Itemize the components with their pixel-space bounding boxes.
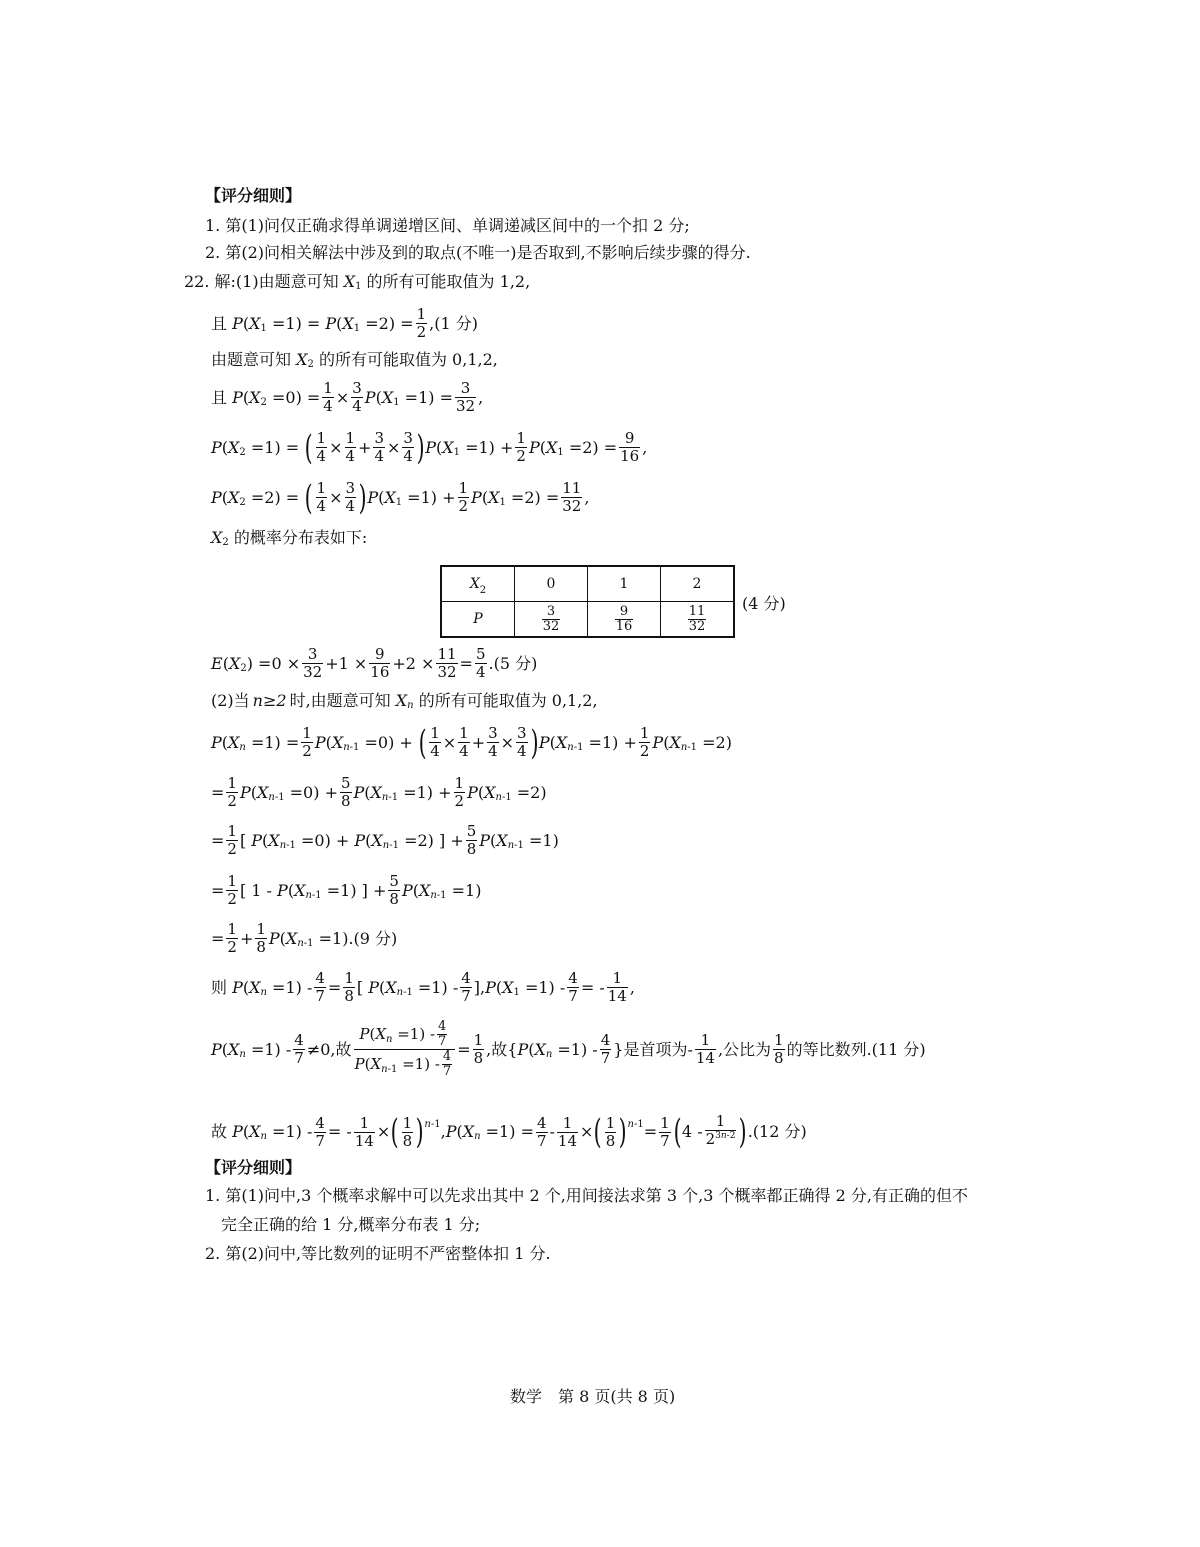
equation-line: = 1 2 [ P ( X n-1 =0) + P ( X n-1 =2) ] + 5 8 P ( X n-1 =1) (211, 822, 559, 858)
rubric-item: 2. 第(2)问相关解法中涉及到的取点(不唯一)是否取到,不影响后续步骤的得分. (205, 243, 751, 262)
table-cell: $\frac{9}{16}$ (588, 602, 661, 638)
rubric-item: 完全正确的给 1 分,概率分布表 1 分; (221, 1215, 481, 1234)
table-row (441, 602, 734, 638)
rubric-item: 2. 第(2)问中,等比数列的证明不严密整体扣 1 分. (205, 1244, 551, 1263)
text-line: (2)当 n≥2 时,由题意可知 X n 的所有可能取值为 0,1,2, (211, 691, 598, 711)
equation-line: P ( X 2 =2) = ( 1 4 × 3 4 ) P ( X 1 =1) + 1 2 P ( X 1 =2) = 11 32 , (211, 477, 590, 518)
table-row (441, 566, 734, 602)
page-footer: 数学 第 8 页(共 8 页) (510, 1387, 676, 1406)
rubric-heading: 【评分细则】 (205, 1158, 302, 1177)
equation-line: P ( X n =1) - 4 7 ≠0,故 P ( X n =1) - 4 7 P ( X n-1 =1) - 4 7 = 1 8 ,故{ P ( X n =1) - 4 7 } 是首项为 - 1 14 ,公比为 1 8 的等比数列.(11 分) (211, 1019, 926, 1079)
probability-distribution-table (440, 565, 735, 638)
table-cell: 2 (661, 566, 735, 602)
text-line: X 2 的概率分布表如下: (211, 528, 368, 548)
table-cell: 0 (515, 566, 588, 602)
table-header-cell: P (441, 602, 515, 638)
table-header-cell: $X_2$ (441, 566, 515, 602)
equation-line: = 1 2 P ( X n-1 =0) + 5 8 P ( X n-1 =1) + 1 2 P ( X n-1 =2) (211, 774, 547, 810)
rubric-item: 1. 第(1)问仅正确求得单调递增区间、单调递减区间中的一个扣 2 分; (205, 216, 690, 235)
equation-line: 故 P ( X n =1) - 4 7 = - 1 14 × ( 1 8 ) n-1 , P ( X n =1) = 4 7 - 1 14 × ( 1 8 ) n-1 = 1 7 ( 4 - 1 $2^{3n-2}$ ) .(12 分) (211, 1112, 807, 1152)
text-line: 由题意可知 X 2 的所有可能取值为 0,1,2, (211, 350, 498, 370)
table-cell: $\frac{11}{32}$ (661, 602, 735, 638)
rubric-heading: 【评分细则】 (205, 186, 302, 205)
equation-line: 且 P ( X 1 =1) = P ( X 1 =2) = 1 2 ,(1 分) (211, 305, 478, 341)
equation-line: 且 P ( X 2 =0) = 1 4 × 3 4 P ( X 1 =1) = 3 32 , (211, 379, 484, 415)
equation-line: P ( X n =1) = 1 2 P ( X n-1 =0) + ( 1 4 × 1 4 + 3 4 × 3 4 ) P ( X n-1 =1) + 1 2 P ( X n-1 =2) (211, 722, 732, 763)
score-marker: (4 分) (742, 594, 786, 613)
equation-line: E ( X 2 ) =0 × 3 32 +1 × 9 16 +2 × 11 32 = 5 4 .(5 分) (211, 645, 538, 681)
problem-intro: 22. 解:(1)由题意可知 X 1 的所有可能取值为 1,2, (184, 272, 531, 292)
equation-line: 则 P ( X n =1) - 4 7 = 1 8 [ P ( X n-1 =1) - 4 7 ], P ( X 1 =1) - 4 7 = - 1 14 , (211, 969, 635, 1005)
table-cell: 1 (588, 566, 661, 602)
rubric-item: 1. 第(1)问中,3 个概率求解中可以先求出其中 2 个,用间接法求第 3 个,3 个概率都正确得 2 分,有正确的但不 (205, 1186, 968, 1205)
equation-line: = 1 2 + 1 8 P ( X n-1 =1) .(9 分) (211, 920, 398, 956)
table-cell: $\frac{3}{32}$ (515, 602, 588, 638)
equation-line: P ( X 2 =1) = ( 1 4 × 1 4 + 3 4 × 3 4 ) P ( X 1 =1) + 1 2 P ( X 1 =2) = 9 16 , (211, 427, 648, 468)
equation-line: = 1 2 [ 1 - P ( X n-1 =1) ] + 5 8 P ( X n-1 =1) (211, 872, 482, 908)
